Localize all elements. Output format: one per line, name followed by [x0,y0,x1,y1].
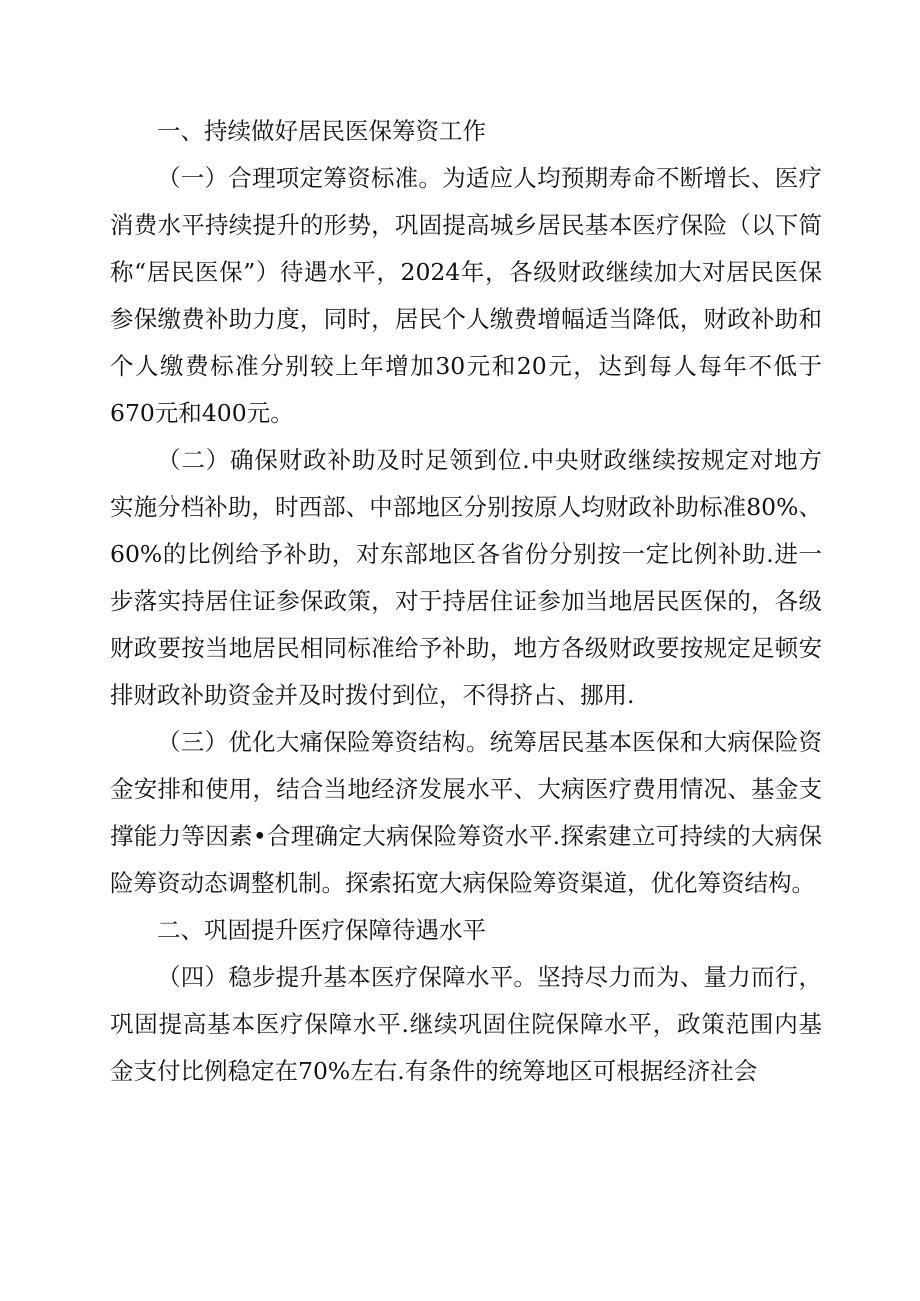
document-body [110,108,822,1095]
paragraph-2: （二）确保财政补助及时足领到位.中央财政继续按规定对地方实施分档补助，时西部、中部地区分别按原人均财政补助标准80%、60%的比例给予补助，对东部地区各省份分别按一定比例补助.进一步落实持居住证参保政策，对于持居住证参加当地居民医保的，各级财政要按当地居民相同标准给予补助，地方各级财政要按规定足顿安排财政补助资金并及时拨付到位，不得挤占、挪用. [110,446,822,709]
section-heading-1: 一、持续做好居民医保筹资工作 [157,117,486,145]
section-heading-2: 二、巩固提升医疗保障待遇水平 [157,916,486,944]
paragraph-4: （四）稳步提升基本医疗保障水平。坚持尽力而为、量力而行，巩固提高基本医疗保障水平.继续巩固住院保障水平，政策范围内基金支付比例稳定在70%左右.有条件的统筹地区可根据经济社会 [110,963,822,1085]
paragraph-3: （三）优化大痛保险筹资结构。统筹居民基本医保和大病保险资金安排和使用，结合当地经济发展水平、大病医疗费用情况、基金支撑能力等因素•合理确定大病保险筹资水平.探索建立可持续的大病保险筹资动态调整机制。探索拓宽大病保险筹资渠道，优化筹资结构。 [110,728,822,897]
paragraph-1: （一）合理项定筹资标准。为适应人均预期寿命不断增长、医疗消费水平持续提升的形势，巩固提高城乡居民基本医疗保险（以下简称“居民医保”）待遇水平，2024年，各级财政继续加大对居民医保参保缴费补助力度，同时，居民个人缴费增幅适当降低，财政补助和个人缴费标准分别较上年增加30元和20元，达到每人每年不低于670元和400元。 [110,164,822,427]
